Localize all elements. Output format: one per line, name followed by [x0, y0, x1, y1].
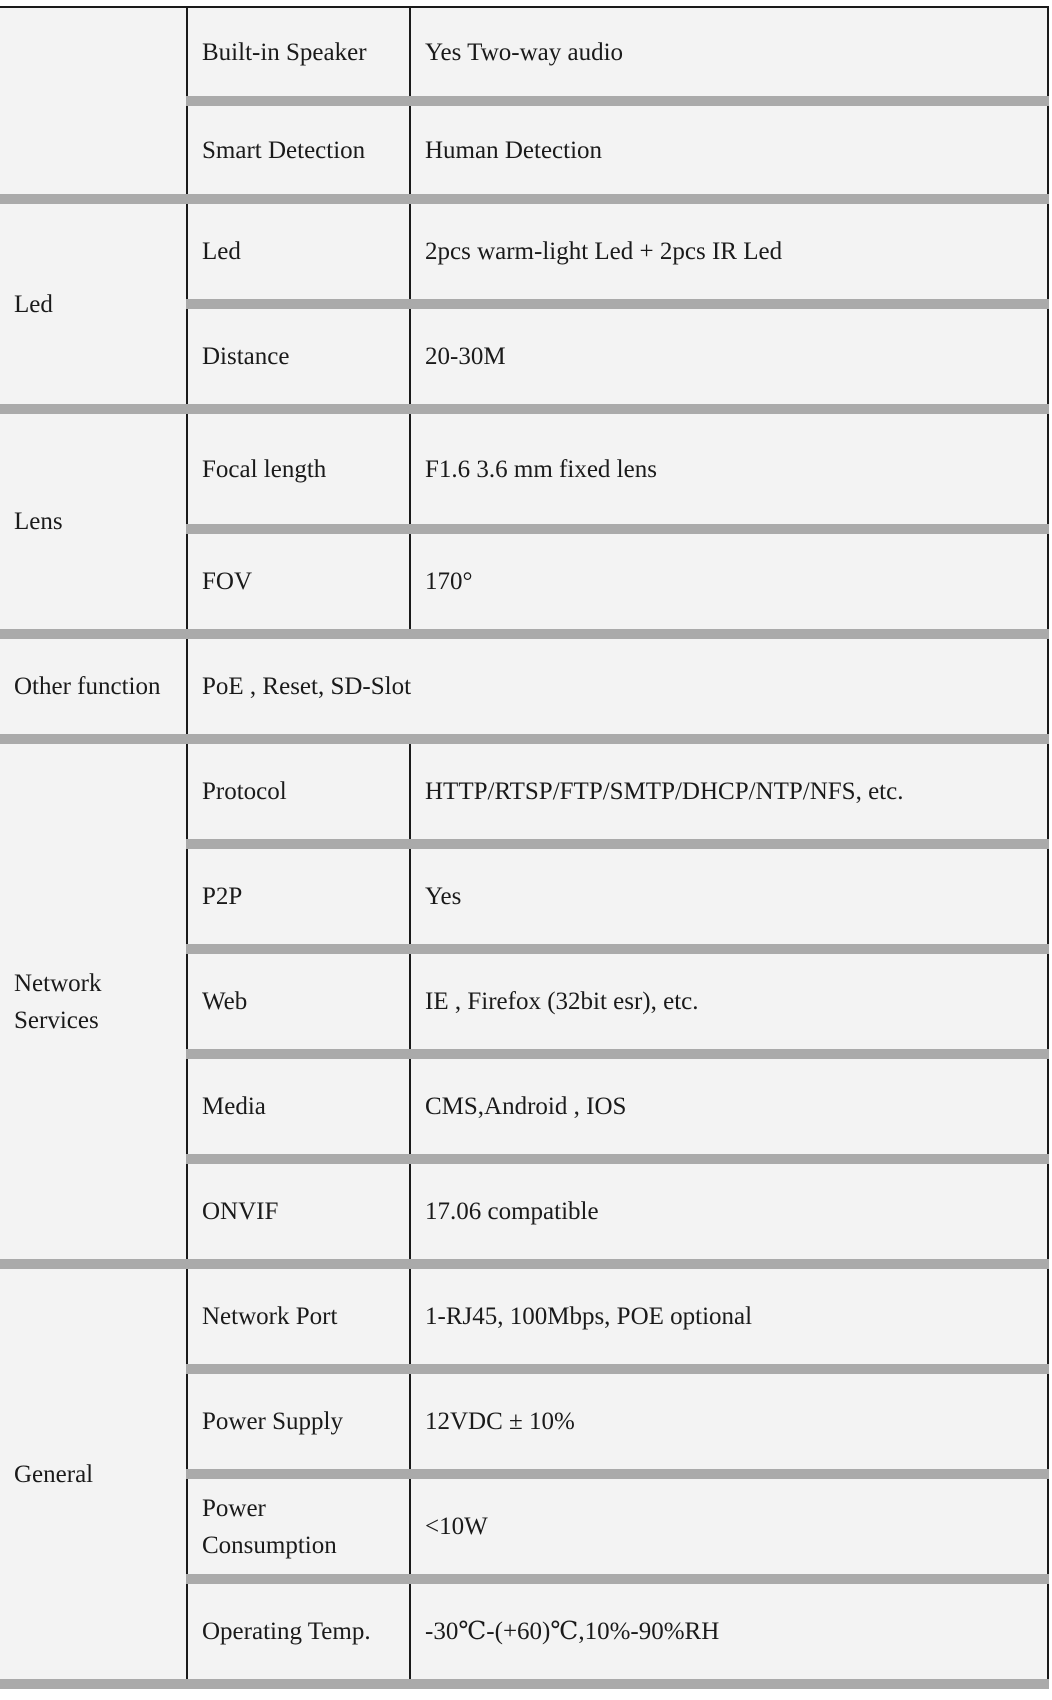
spec-value: <10W	[410, 1474, 1048, 1579]
spec-label: Web	[187, 949, 410, 1054]
spec-label: Operating Temp.	[187, 1579, 410, 1684]
table-row	[0, 634, 1048, 739]
table-row	[0, 199, 1048, 304]
spec-value: 17.06 compatible	[410, 1159, 1048, 1264]
spec-value: 170°	[410, 529, 1048, 634]
spec-value: Yes	[410, 844, 1048, 949]
spec-label: Protocol	[187, 739, 410, 844]
spec-label: Power Supply	[187, 1369, 410, 1474]
table-row	[0, 1264, 1048, 1369]
spec-label: Network Port	[187, 1264, 410, 1369]
table-row	[0, 739, 1048, 844]
spec-value: IE , Firefox (32bit esr), etc.	[410, 949, 1048, 1054]
spec-value: HTTP/RTSP/FTP/SMTP/DHCP/NTP/NFS, etc.	[410, 739, 1048, 844]
spec-label: P2P	[187, 844, 410, 949]
spec-label: Media	[187, 1054, 410, 1159]
spec-value: 12VDC ± 10%	[410, 1369, 1048, 1474]
spec-label: Power Consumption	[187, 1474, 410, 1579]
category-cell: Lens	[0, 409, 187, 634]
spec-value: PoE , Reset, SD-Slot	[187, 634, 1048, 739]
spec-value: CMS,Android , IOS	[410, 1054, 1048, 1159]
spec-value: 20-30M	[410, 304, 1048, 409]
spec-value: 1-RJ45, 100Mbps, POE optional	[410, 1264, 1048, 1369]
spec-label: FOV	[187, 529, 410, 634]
spec-value: F1.6 3.6 mm fixed lens	[410, 409, 1048, 529]
spec-value: Yes Two-way audio	[410, 7, 1048, 101]
table-row	[0, 409, 1048, 529]
spec-label: ONVIF	[187, 1159, 410, 1264]
category-cell: Led	[0, 199, 187, 409]
category-cell: General	[0, 1264, 187, 1684]
spec-value: Human Detection	[410, 101, 1048, 199]
spec-label: Smart Detection	[187, 101, 410, 199]
spec-label: Built-in Speaker	[187, 7, 410, 101]
spec-label: Led	[187, 199, 410, 304]
spec-label: Focal length	[187, 409, 410, 529]
category-cell: Network Services	[0, 739, 187, 1264]
spec-label: Distance	[187, 304, 410, 409]
spec-value: -30℃-(+60)℃,10%-90%RH	[410, 1579, 1048, 1684]
category-cell: Other function	[0, 634, 187, 739]
spec-table	[0, 6, 1049, 1689]
category-cell	[0, 7, 187, 199]
table-row	[0, 7, 1048, 101]
spec-value: 2pcs warm-light Led + 2pcs IR Led	[410, 199, 1048, 304]
